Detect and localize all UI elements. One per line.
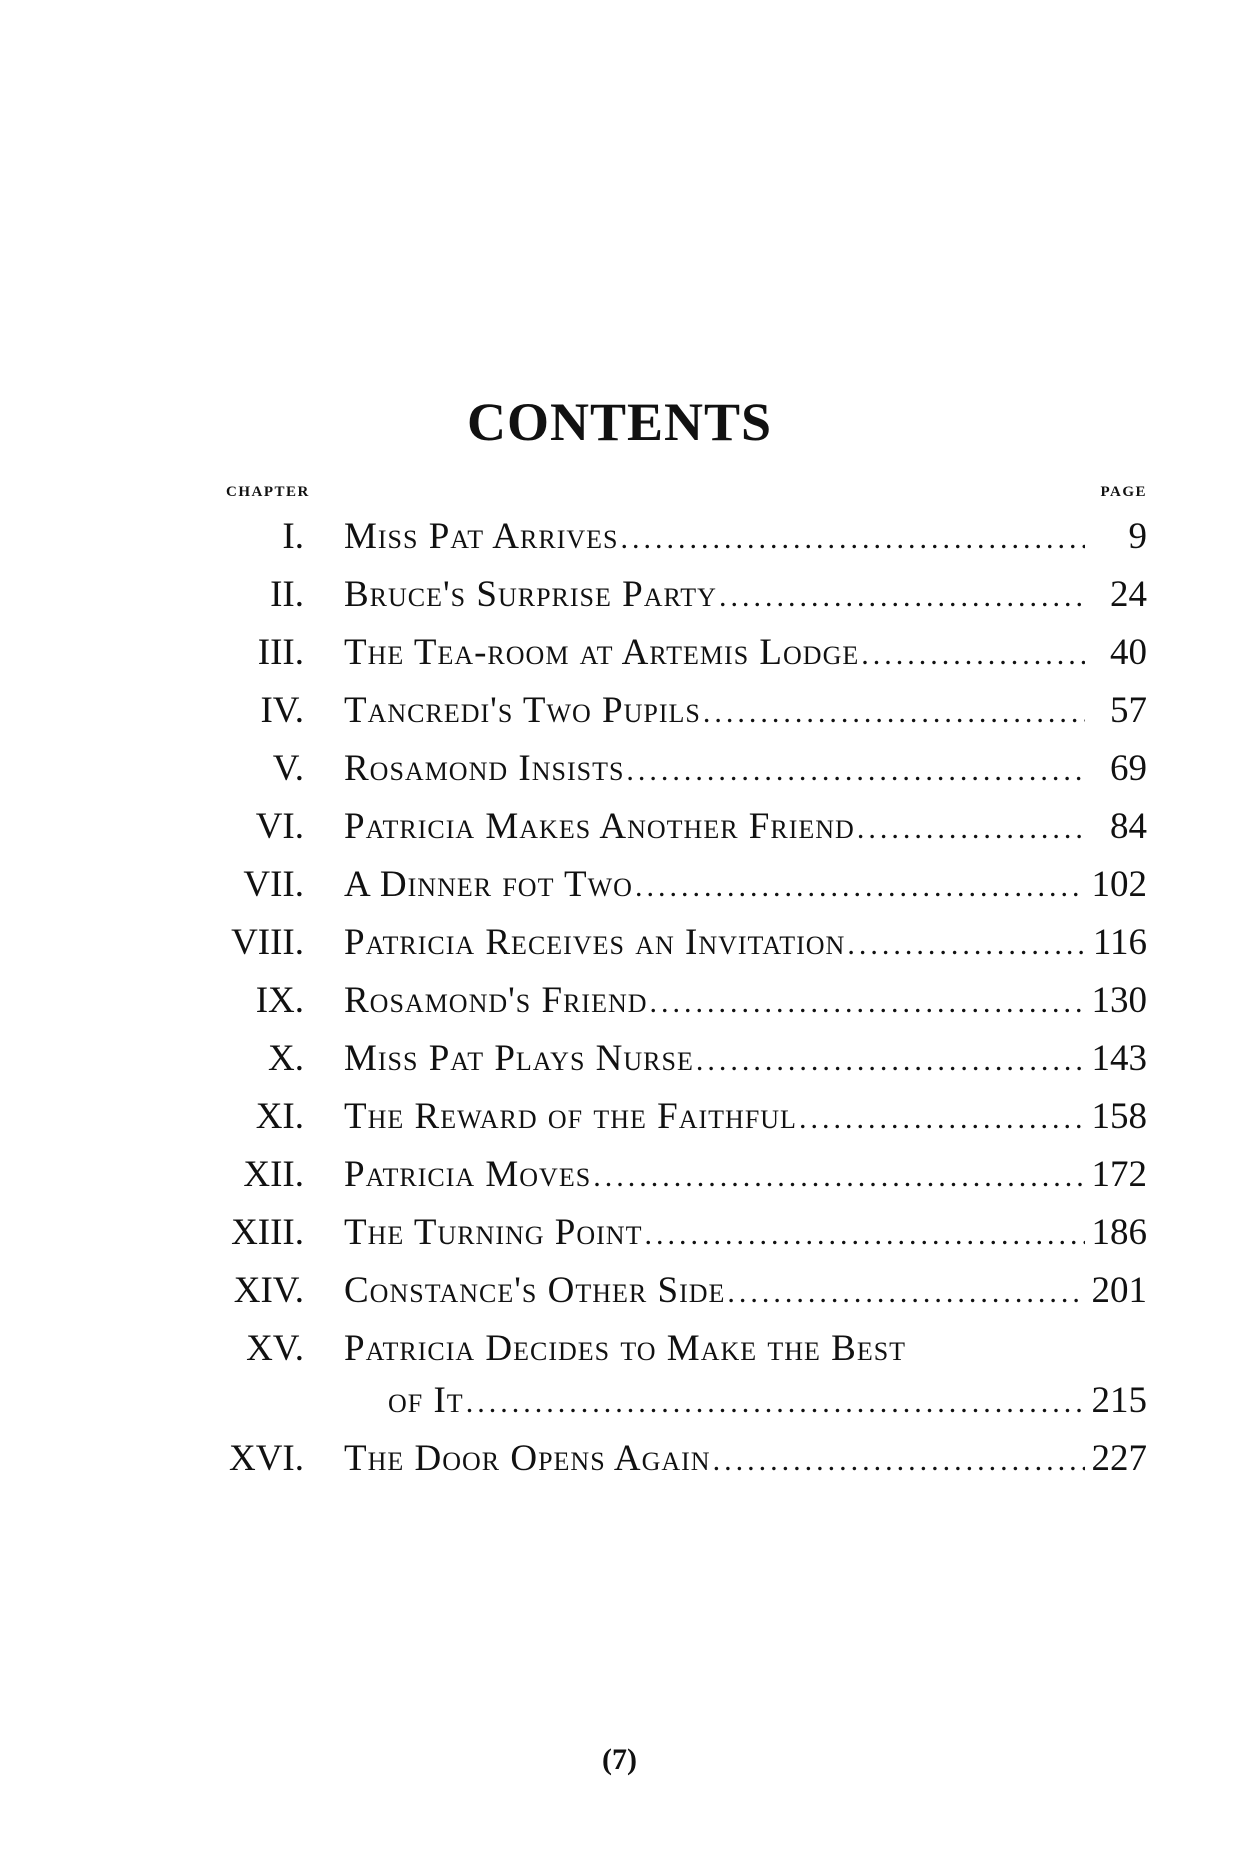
chapter-number: IV. [260, 690, 304, 731]
chapter-number: III. [257, 632, 304, 673]
page-number: 172 [1091, 1154, 1147, 1195]
page-number: 9 [1128, 516, 1147, 557]
toc-entry [0, 624, 1239, 682]
page-number: 143 [1091, 1038, 1147, 1079]
dot-leader [847, 916, 1085, 972]
chapter-title-continued: of It [388, 1380, 464, 1421]
page-number: 186 [1091, 1212, 1147, 1253]
dot-leader [593, 1148, 1085, 1204]
page-number: 40 [1110, 632, 1147, 673]
chapter-title: Bruce's Surprise Party [344, 574, 717, 615]
chapter-title: Constance's Other Side [344, 1270, 726, 1311]
page-number: 116 [1092, 922, 1147, 963]
page-folio: (7) [602, 1743, 637, 1776]
toc-entry [0, 856, 1239, 914]
dot-leader [644, 1206, 1085, 1262]
toc-entry [0, 1320, 1239, 1430]
chapter-number: V. [272, 748, 304, 789]
table-of-contents [0, 508, 1239, 1488]
page-column-label: PAGE [1100, 484, 1147, 500]
page-number: 215 [1091, 1380, 1147, 1421]
toc-entry [0, 508, 1239, 566]
page-number: 69 [1110, 748, 1147, 789]
page-number: 84 [1110, 806, 1147, 847]
dot-leader [713, 1432, 1085, 1488]
toc-entry [0, 1262, 1239, 1320]
chapter-number: I. [282, 516, 304, 557]
toc-entry [0, 914, 1239, 972]
toc-entry [0, 566, 1239, 624]
chapter-title: A Dinner fot Two [344, 864, 633, 905]
page-number: 24 [1110, 574, 1147, 615]
page-number: 57 [1110, 690, 1147, 731]
chapter-title: The Reward of the Faithful [344, 1096, 797, 1137]
page-number: 130 [1091, 980, 1147, 1021]
dot-leader [620, 510, 1085, 566]
dot-leader [727, 1264, 1085, 1320]
dot-leader [857, 800, 1085, 856]
chapter-number: VIII. [231, 922, 304, 963]
chapter-title: Rosamond Insists [344, 748, 625, 789]
chapter-title: Patricia Makes Another Friend [344, 806, 855, 847]
chapter-column-label: CHAPTER [226, 484, 310, 500]
chapter-number: VI. [255, 806, 304, 847]
toc-entry [0, 1088, 1239, 1146]
chapter-title: Patricia Receives an Invitation [344, 922, 846, 963]
toc-entry [0, 798, 1239, 856]
dot-leader [626, 742, 1085, 798]
toc-entry [0, 682, 1239, 740]
chapter-number: XV. [246, 1328, 304, 1369]
chapter-number: XI. [255, 1096, 304, 1137]
toc-entry [0, 1204, 1239, 1262]
chapter-title: The Turning Point [344, 1212, 643, 1253]
chapter-title: Rosamond's Friend [344, 980, 648, 1021]
chapter-number: II. [270, 574, 304, 615]
chapter-title: Miss Pat Plays Nurse [344, 1038, 694, 1079]
dot-leader [861, 626, 1085, 682]
contents-heading: CONTENTS [466, 392, 773, 452]
dot-leader [696, 1032, 1085, 1088]
chapter-number: XII. [243, 1154, 304, 1195]
dot-leader [650, 974, 1085, 1030]
chapter-number: XIV. [233, 1270, 304, 1311]
dot-leader [635, 858, 1085, 914]
chapter-title: Miss Pat Arrives [344, 516, 619, 557]
toc-entry [0, 1030, 1239, 1088]
page-number: 158 [1091, 1096, 1147, 1137]
toc-entry [0, 740, 1239, 798]
chapter-title: The Door Opens Again [344, 1438, 711, 1479]
chapter-number: VII. [243, 864, 304, 905]
dot-leader [799, 1090, 1085, 1146]
page-number: 102 [1091, 864, 1147, 905]
chapter-title: The Tea-room at Artemis Lodge [344, 632, 860, 673]
toc-entry [0, 1146, 1239, 1204]
page-number: 201 [1091, 1270, 1147, 1311]
chapter-number: XIII. [231, 1212, 304, 1253]
chapter-title: Patricia Decides to Make the Best [344, 1328, 907, 1369]
chapter-number: XVI. [228, 1438, 304, 1479]
toc-entry [0, 972, 1239, 1030]
chapter-number: X. [268, 1038, 304, 1079]
chapter-number: IX. [255, 980, 304, 1021]
chapter-title: Tancredi's Two Pupils [344, 690, 701, 731]
dot-leader [719, 568, 1085, 624]
dot-leader [703, 684, 1085, 740]
toc-entry [0, 1430, 1239, 1488]
dot-leader [466, 1374, 1085, 1430]
page-number: 227 [1091, 1438, 1147, 1479]
chapter-title: Patricia Moves [344, 1154, 592, 1195]
